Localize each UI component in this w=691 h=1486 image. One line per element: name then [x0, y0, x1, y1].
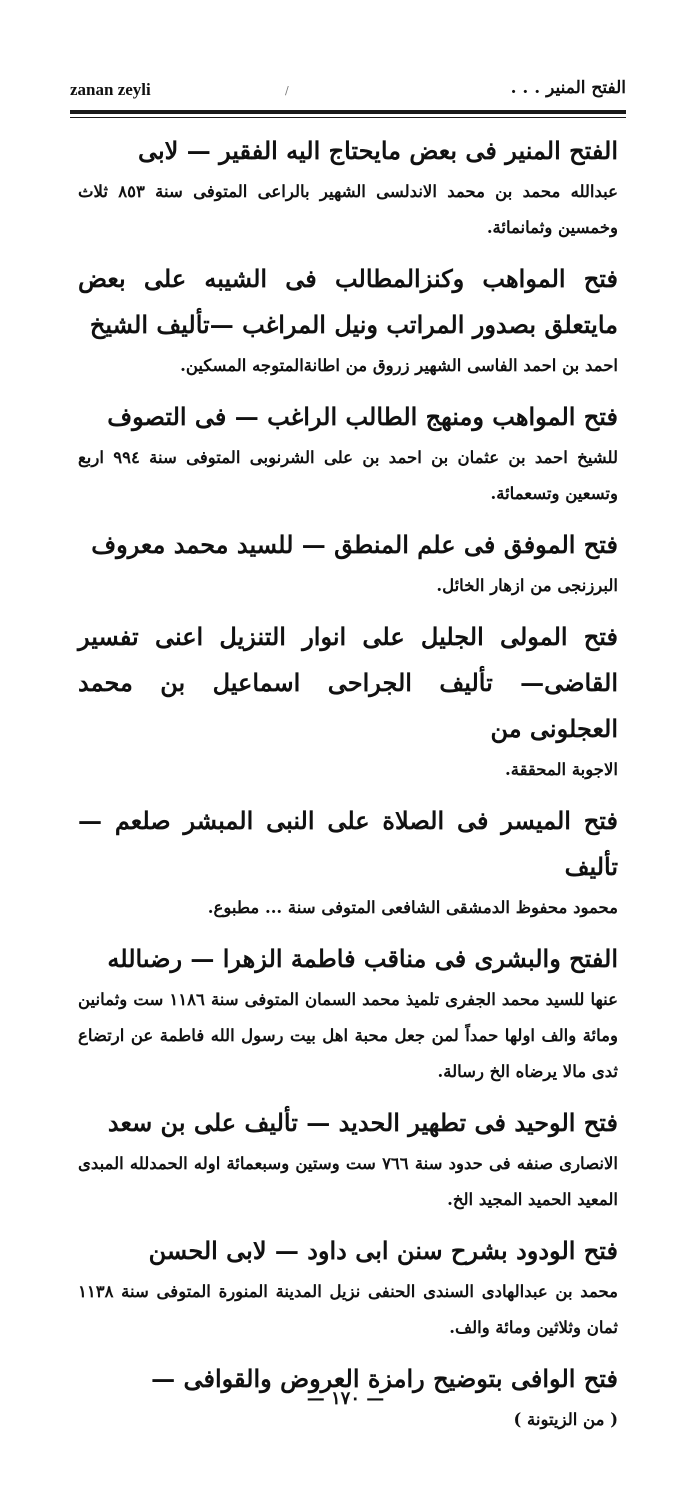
entry-title: فتح المواهب وكنزالمطالب فى الشيبه على بعض مايتعلق بصدور المراتب ونيل المراغب —تأليف الشيخ [78, 264, 618, 339]
entry-3 [78, 394, 618, 512]
entry-body: عبدالله محمد بن محمد الاندلسى الشهير بالراعى المتوفى سنة ٨٥٣ ثلاث وخمسين وثمانمائة. [78, 182, 619, 237]
entry-body: الانصارى صنفه فى حدود سنة ٧٦٦ ست وستين وسبعمائة اوله الحمدلله المبدى المعيد الحميد المجيد الخ. [78, 1154, 618, 1209]
entry-2 [78, 256, 618, 384]
entry-1 [78, 128, 618, 246]
entry-title: الفتح والبشرى فى مناقب فاطمة الزهرا — رضىالله [107, 944, 618, 973]
entry-title: فتح الودود بشرح سنن ابى داود — لابى الحسن [148, 1236, 618, 1265]
entry-title: فتح الميسر فى الصلاة على النبى المبشر صلعم —تأليف [78, 806, 618, 881]
slash-mark: / [285, 84, 289, 97]
running-title: الفتح المنير . . . [510, 78, 626, 98]
entry-title: فتح الموفق فى علم المنطق — للسيد محمد معروف [91, 530, 618, 559]
header-annotation: zanan zeyli [70, 80, 151, 99]
entry-body: احمد بن احمد الفاسى الشهير زروق من اطانةالمتوجه المسكين. [180, 356, 618, 375]
entry-body: البرزنجى من ازهار الخائل. [436, 576, 618, 595]
entry-title: فتح المولى الجليل على انوار التنزيل اعنى تفسير القاضى— تأليف الجراحى اسماعيل بن محمد العجلونى من [78, 622, 618, 743]
entry-body: الاجوبة المحققة. [505, 760, 618, 779]
entry-5 [78, 614, 618, 788]
entry-body: محمود محفوظ الدمشقى الشافعى المتوفى سنة ... مطبوع. [207, 898, 618, 917]
header-rule-thin [70, 117, 626, 118]
entry-7 [78, 936, 618, 1090]
entry-6 [78, 798, 618, 926]
entry-title: فتح الوافى بتوضيح رامزة العروض والقوافى — [151, 1364, 618, 1393]
entries-list [78, 128, 618, 1438]
page-number: — ١٧٠ — [306, 1388, 385, 1409]
entry-title: فتح الوحيد فى تطهير الحديد — تأليف على بن سعد [107, 1108, 618, 1137]
entry-body: ( من الزيتونة ) [513, 1410, 618, 1429]
entry-body: محمد بن عبدالهادى السندى الحنفى نزيل المدينة المنورة المتوفى سنة ١١٣٨ ثمان وثلاثين ومائة والف. [78, 1282, 618, 1337]
entry-body: للشيخ احمد بن عثمان بن احمد بن على الشرنوبى المتوفى سنة ٩٩٤ اربع وتسعين وتسعمائة. [78, 448, 618, 503]
entry-body: عنها للسيد محمد الجفرى تلميذ محمد السمان المتوفى سنة ١١٨٦ ست وثمانين ومائة والف اولها حمداً لمن جعل محبة اهل بيت رسول الله فاطمة عن ارتضاع ثدى مالا يرضاه الخ رسالة. [78, 990, 618, 1081]
entry-8 [78, 1100, 618, 1218]
header-rule-thick [70, 110, 626, 114]
entry-title: الفتح المنير فى بعض مايحتاج اليه الفقير — لابى [137, 136, 618, 165]
entry-9 [78, 1228, 618, 1346]
entry-title: فتح المواهب ومنهج الطالب الراغب — فى التصوف [107, 402, 618, 431]
page-header [70, 78, 626, 108]
entry-4 [78, 522, 618, 604]
